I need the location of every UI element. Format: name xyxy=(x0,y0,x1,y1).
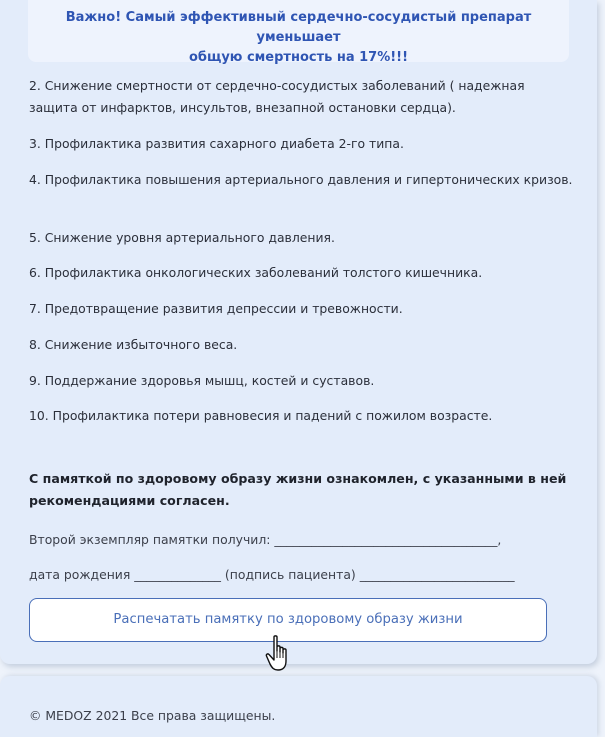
important-notice xyxy=(28,0,569,65)
site-footer xyxy=(0,676,597,737)
benefit-item: 3. Профилактика развития сахарного диабета 2-го типа. xyxy=(29,136,404,151)
hand-cursor-icon xyxy=(265,634,297,674)
benefit-item: 4. Профилактика повышения артериального давления и гипертонических кризов. xyxy=(29,172,573,187)
notice-line-2: общую смертность на 17%!!! xyxy=(188,50,409,65)
print-memo-button[interactable]: Распечатать памятку по здоровому образу жизни xyxy=(29,598,547,642)
benefit-item: 2. Снижение смертности от сердечно-сосудистых заболеваний ( надежная защита от инфарктов, инсультов, внезапной остановки сердца). xyxy=(29,78,525,115)
birth-signature-line: дата рождения ______________ (подпись пациента) _________________________ xyxy=(29,567,515,582)
benefit-item: 9. Поддержание здоровья мышц, костей и суставов. xyxy=(29,373,375,388)
benefit-item: 5. Снижение уровня артериального давления. xyxy=(29,230,335,245)
copy-received-line: Второй экземпляр памятки получил: ____________________________________, xyxy=(29,532,502,547)
notice-line-1: Важно! Самый эффективный сердечно-сосудистый препарат уменьшает xyxy=(65,10,532,45)
copyright-text: © MEDOZ 2021 Все права защищены. xyxy=(29,708,276,723)
confirmation-text: С памяткой по здоровому образу жизни ознакомлен, с указанными в ней рекомендациями согласен. xyxy=(29,471,567,508)
benefit-item: 10. Профилактика потери равновесия и падений с пожилом возрасте. xyxy=(29,408,493,423)
benefit-item: 6. Профилактика онкологических заболеваний толстого кишечника. xyxy=(29,265,483,280)
benefit-item: 7. Предотвращение развития депрессии и тревожности. xyxy=(29,301,403,316)
benefit-item: 8. Снижение избыточного веса. xyxy=(29,337,238,352)
